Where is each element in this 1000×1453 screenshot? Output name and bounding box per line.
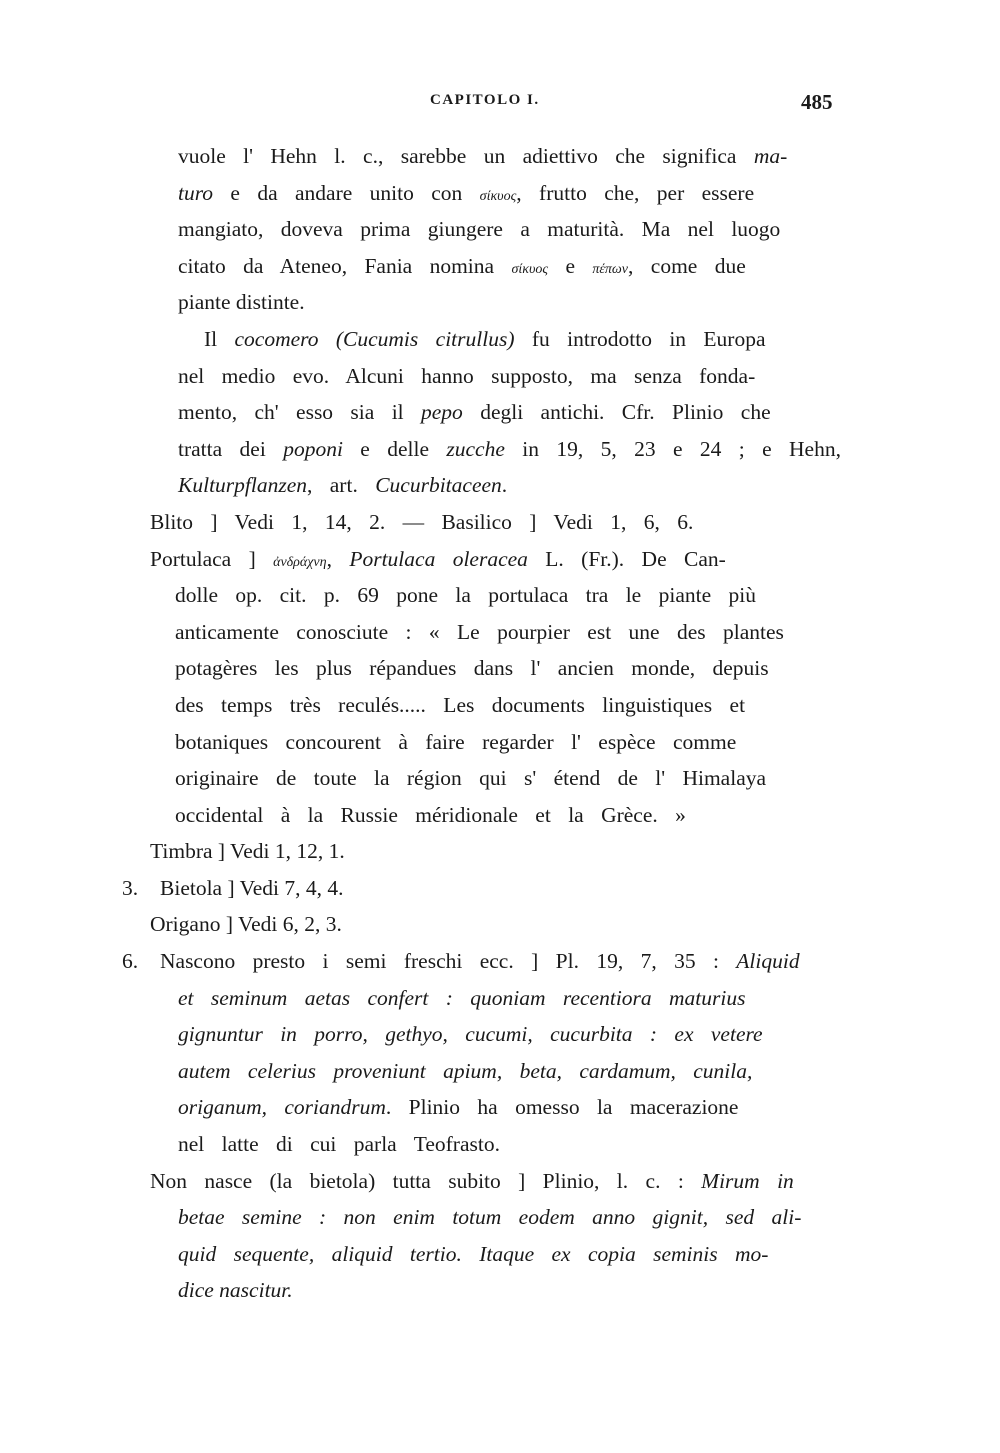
text-segment: , — [326, 546, 350, 571]
text-segment: occidental à la Russie méridionale et la Grèce. » — [175, 802, 686, 827]
line-text — [160, 870, 344, 907]
line-text — [178, 248, 746, 289]
line-text — [175, 577, 756, 614]
text-line — [0, 211, 1000, 248]
italic-text: turo — [178, 180, 214, 205]
text-line — [0, 1272, 1000, 1309]
text-line — [0, 431, 1000, 468]
line-text — [150, 541, 726, 582]
text-segment: potagères les plus répandues dans l' ancien monde, depuis — [175, 656, 769, 681]
text-segment: . Plinio ha omesso la macerazione — [385, 1095, 739, 1120]
line-text — [175, 687, 745, 724]
text-line — [0, 138, 1000, 175]
text-segment: citato da Ateneo, Fania nomina — [178, 253, 512, 278]
line-text — [150, 906, 342, 943]
text-segment: e da andare unito con — [213, 180, 480, 205]
text-segment: fu introdotto in Europa — [514, 326, 766, 351]
text-segment: originaire de toute la région qui s' étend de l' Himalaya — [175, 766, 767, 791]
text-line — [0, 1089, 1000, 1126]
line-text — [178, 467, 507, 504]
line-text — [175, 724, 736, 761]
greek-word: πέπων — [592, 261, 629, 277]
italic-text: origanum, coriandrum — [178, 1095, 386, 1120]
line-text — [178, 1199, 801, 1236]
greek-word: ἀνδράχνη — [273, 554, 327, 570]
line-text — [178, 1053, 752, 1090]
text-line — [0, 541, 1000, 578]
text-segment: piante distinte. — [178, 290, 305, 315]
line-text — [178, 284, 305, 321]
text-segment: Timbra ] Vedi 1, 12, 1. — [150, 839, 345, 864]
line-text — [175, 650, 769, 687]
line-text — [178, 431, 841, 468]
italic-text: Kulturpflanzen — [178, 473, 308, 498]
line-text — [178, 358, 755, 395]
text-line — [0, 980, 1000, 1017]
text-segment: botaniques concourent à faire regarder l' espèce comme — [175, 729, 737, 754]
line-text — [150, 833, 345, 870]
text-segment: tratta dei — [178, 436, 284, 461]
line-text — [178, 394, 771, 431]
text-line — [0, 175, 1000, 212]
line-text — [178, 1126, 500, 1163]
italic-text: autem celerius proveniunt apium, beta, cardamum, cunila, — [178, 1058, 753, 1083]
text-line — [0, 577, 1000, 614]
text-line — [0, 467, 1000, 504]
italic-text: Mirum in — [701, 1168, 794, 1193]
text-segment: mangiato, doveva prima giungere a maturità. Ma nel luogo — [178, 217, 781, 242]
text-segment: Bietola ] Vedi 7, 4, 4. — [160, 875, 344, 900]
line-text — [178, 980, 746, 1017]
page-body — [0, 138, 1000, 1309]
text-line — [0, 504, 1000, 541]
line-text — [175, 760, 766, 797]
greek-word: σίκυος — [511, 261, 549, 277]
text-line — [0, 394, 1000, 431]
line-text — [178, 1272, 293, 1309]
line-text — [178, 175, 754, 216]
text-line — [0, 797, 1000, 834]
chapter-title: CAPITOLO I. — [430, 92, 540, 108]
text-segment: , art. — [307, 473, 376, 498]
text-segment: Origano ] Vedi 6, 2, 3. — [150, 912, 342, 937]
text-line — [0, 1163, 1000, 1200]
section-number: 3. — [122, 875, 139, 900]
text-line — [0, 760, 1000, 797]
text-line — [0, 284, 1000, 321]
text-segment: e delle — [342, 436, 447, 461]
text-line — [0, 724, 1000, 761]
italic-text: betae semine : non enim totum eodem anno gignit, sed ali- — [178, 1205, 802, 1230]
text-segment: e — [548, 253, 593, 278]
line-text — [178, 211, 780, 248]
text-segment: . — [501, 473, 508, 498]
line-text — [150, 1163, 794, 1200]
line-text — [175, 614, 784, 651]
text-segment: dolle op. cit. p. 69 pone la portulaca tra le piante più — [175, 583, 756, 608]
italic-text: Portulaca oleracea — [349, 546, 528, 571]
text-line — [0, 1126, 1000, 1163]
text-segment: , frutto che, per essere — [516, 180, 755, 205]
text-segment: Blito ] Vedi 1, 14, 2. — Basilico ] Vedi 1, 6, 6. — [150, 509, 694, 534]
line-text — [178, 1089, 738, 1126]
text-segment: L. (Fr.). De Can- — [527, 546, 726, 571]
text-line — [0, 833, 1000, 870]
text-line — [0, 1016, 1000, 1053]
text-segment: Portulaca ] — [150, 546, 274, 571]
text-line — [0, 650, 1000, 687]
text-segment: anticamente conosciute : « Le pourpier est une des plantes — [175, 619, 784, 644]
line-text — [204, 321, 766, 358]
section-number: 6. — [122, 949, 139, 974]
italic-text: Cucurbitaceen — [375, 473, 502, 498]
text-segment: Non nasce (la bietola) tutta subito ] Plinio, l. c. : — [150, 1168, 702, 1193]
text-line — [0, 1236, 1000, 1273]
line-text — [150, 504, 693, 541]
text-line — [0, 614, 1000, 651]
text-line — [0, 906, 1000, 943]
italic-text: dice nascitur. — [178, 1278, 293, 1303]
text-segment: nel latte di cui parla Teofrasto. — [178, 1132, 500, 1157]
text-line — [0, 248, 1000, 285]
text-segment: vuole l' Hehn l. c., sarebbe un adiettivo che significa — [178, 144, 754, 168]
text-line — [0, 1199, 1000, 1236]
italic-text: ma- — [753, 144, 788, 168]
text-line — [0, 1053, 1000, 1090]
text-segment: Il — [204, 326, 235, 351]
text-segment: Nascono presto i semi freschi ecc. ] Pl. 19, 7, 35 : — [160, 949, 737, 974]
italic-text: Aliquid — [736, 949, 800, 974]
line-text — [160, 943, 800, 980]
italic-text: cocomero (Cucumis citrullus) — [234, 326, 515, 351]
line-text — [178, 138, 787, 175]
italic-text: et seminum aetas confert : quoniam recentiora maturius — [178, 985, 746, 1010]
text-segment: nel medio evo. Alcuni hanno supposto, ma senza fonda- — [178, 363, 756, 388]
text-line — [0, 943, 1000, 980]
text-segment: des temps très reculés..... Les documents linguistiques et — [175, 692, 746, 717]
line-text — [178, 1016, 763, 1053]
text-segment: degli antichi. Cfr. Plinio che — [462, 400, 771, 425]
running-header — [0, 92, 1000, 116]
line-text — [175, 797, 686, 834]
italic-text: gignuntur in porro, gethyo, cucumi, cucurbita : ex vetere — [178, 1022, 763, 1047]
greek-word: σίκυος — [479, 188, 517, 204]
text-line — [0, 870, 1000, 907]
italic-text: poponi — [283, 436, 343, 461]
line-text — [178, 1236, 768, 1273]
page-number: 485 — [801, 90, 833, 114]
text-segment: mento, ch' esso sia il — [178, 400, 422, 425]
text-line — [0, 358, 1000, 395]
text-segment: in 19, 5, 23 e 24 ; e Hehn, — [504, 436, 841, 461]
text-line — [0, 687, 1000, 724]
text-segment: , come due — [628, 253, 746, 278]
italic-text: pepo — [421, 400, 463, 425]
italic-text: quid sequente, aliquid tertio. Itaque ex copia seminis mo- — [178, 1241, 769, 1266]
text-line — [0, 321, 1000, 358]
italic-text: zucche — [446, 436, 505, 461]
